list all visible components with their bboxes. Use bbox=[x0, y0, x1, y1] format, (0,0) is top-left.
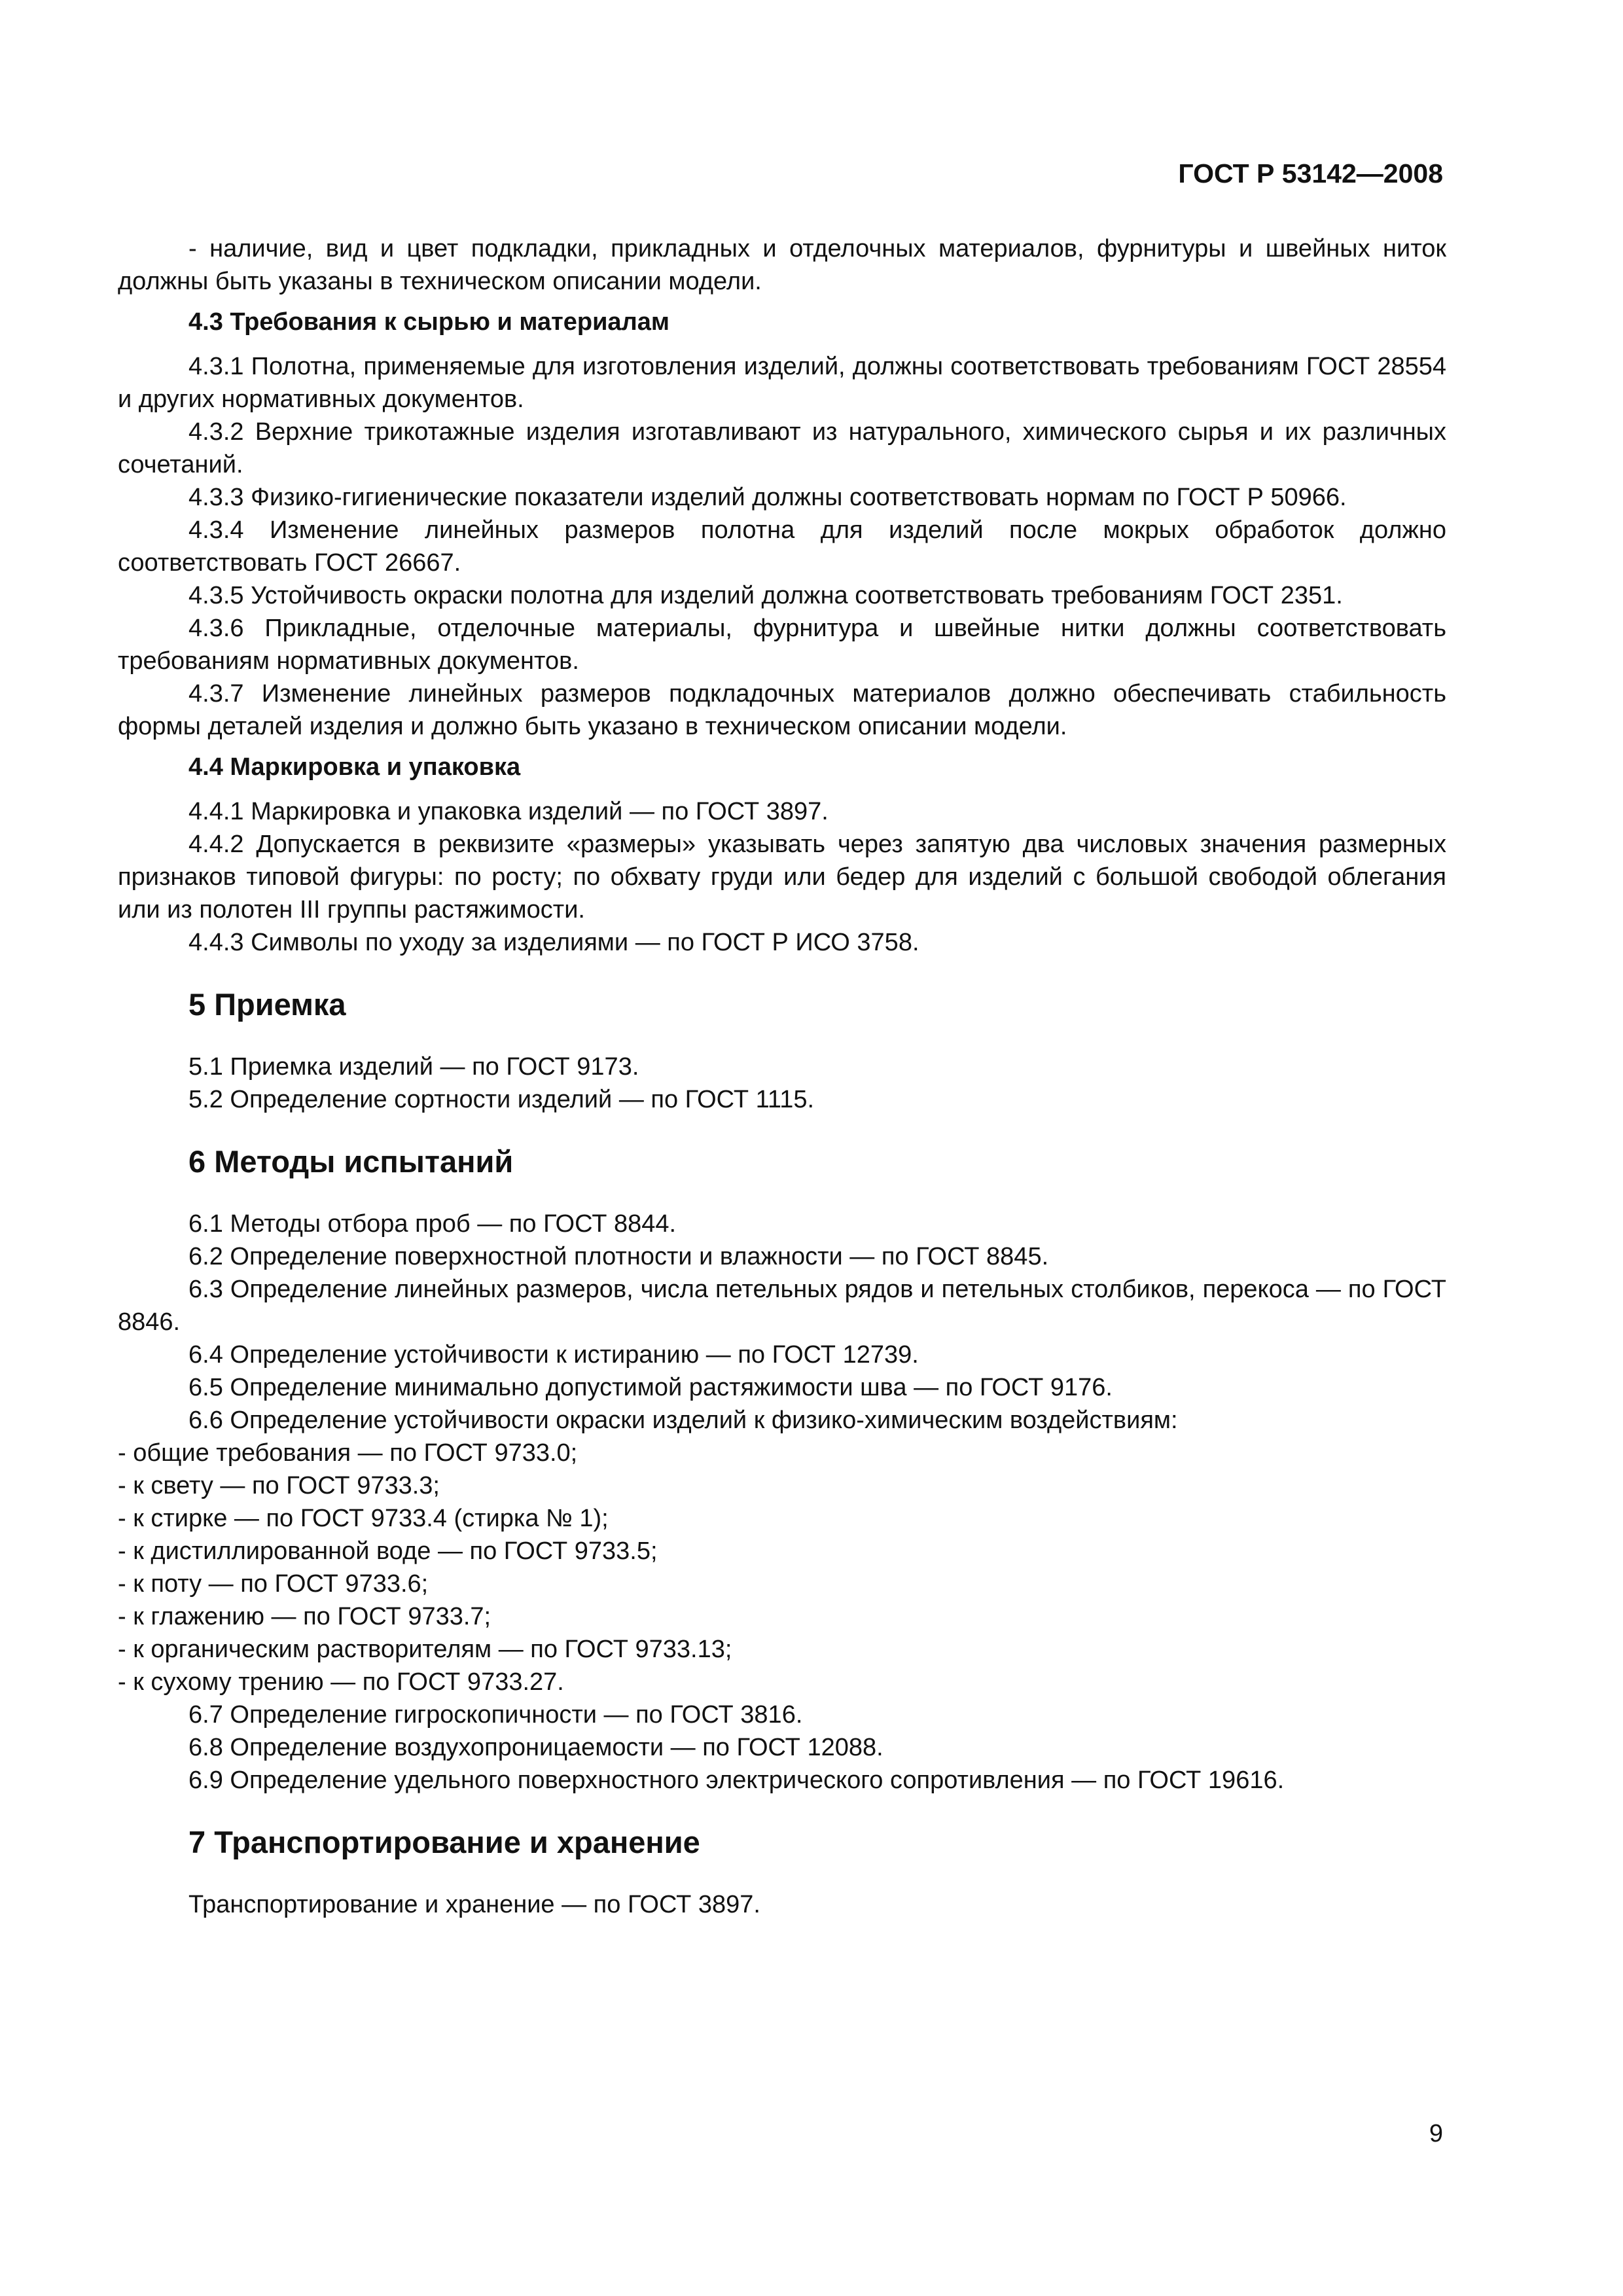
section-5-title: 5 Приемка bbox=[188, 987, 346, 1022]
clause-4-3-1: 4.3.1 Полотна, применяемые для изготовления изделий, должны соответствовать требованиям ГОСТ 28554 и других нормативных документов. bbox=[118, 353, 1446, 413]
clause-4-3-5: 4.3.5 Устойчивость окраски полотна для изделий должна соответствовать требованиям ГОСТ 2351. bbox=[188, 582, 1343, 609]
clause-4-3-7: 4.3.7 Изменение линейных размеров подкладочных материалов должно обеспечивать стабильность формы деталей изделия и должно быть указано в техническом описании модели. bbox=[118, 680, 1446, 740]
clause-4-3-6: 4.3.6 Прикладные, отделочные материалы, фурнитура и швейные нитки должны соответствовать требованиям нормативных документов. bbox=[118, 615, 1446, 675]
clause-4-4-2: 4.4.2 Допускается в реквизите «размеры» указывать через запятую два числовых значения размерных признаков типовой фигуры: по росту; по обхвату груди или бедер для изделий с большой свободой облегания или из полотен III группы растяжимости. bbox=[118, 831, 1446, 924]
clause-5-1: 5.1 Приемка изделий — по ГОСТ 9173. bbox=[188, 1053, 639, 1081]
section-7-text: Транспортирование и хранение — по ГОСТ 3897. bbox=[188, 1891, 760, 1918]
list-item: - к органическим растворителям — по ГОСТ 9733.13; bbox=[118, 1636, 732, 1663]
clause-4-3-4: 4.3.4 Изменение линейных размеров полотна для изделий после мокрых обработок должно соответствовать ГОСТ 26667. bbox=[118, 516, 1446, 577]
clause-6-3: 6.3 Определение линейных размеров, числа петельных рядов и петельных столбиков, перекоса — по ГОСТ 8846. bbox=[118, 1276, 1446, 1336]
clause-6-2: 6.2 Определение поверхностной плотности и влажности — по ГОСТ 8845. bbox=[188, 1243, 1049, 1270]
clause-4-4-1: 4.4.1 Маркировка и упаковка изделий — по ГОСТ 3897. bbox=[188, 798, 829, 825]
section-6-title: 6 Методы испытаний bbox=[188, 1144, 514, 1179]
clause-4-4-3: 4.4.3 Символы по уходу за изделиями — по ГОСТ Р ИСО 3758. bbox=[188, 929, 919, 956]
intro-paragraph: - наличие, вид и цвет подкладки, прикладных и отделочных материалов, фурнитуры и швейных ниток должны быть указаны в техническом описании модели. bbox=[118, 235, 1446, 295]
section-4-3-title: 4.3 Требования к сырью и материалам bbox=[188, 308, 669, 336]
clause-6-7: 6.7 Определение гигроскопичности — по ГОСТ 3816. bbox=[188, 1701, 803, 1729]
page-content bbox=[118, 232, 1446, 1921]
list-item: - к поту — по ГОСТ 9733.6; bbox=[118, 1570, 429, 1598]
clause-6-4: 6.4 Определение устойчивости к истиранию — по ГОСТ 12739. bbox=[188, 1341, 919, 1369]
clause-6-8: 6.8 Определение воздухопроницаемости — по ГОСТ 12088. bbox=[188, 1734, 883, 1761]
clause-5-2: 5.2 Определение сортности изделий — по ГОСТ 1115. bbox=[188, 1086, 815, 1113]
section-4-4-title: 4.4 Маркировка и упаковка bbox=[188, 753, 521, 781]
section-7-title: 7 Транспортирование и хранение bbox=[188, 1825, 700, 1859]
clause-6-1: 6.1 Методы отбора проб — по ГОСТ 8844. bbox=[188, 1210, 677, 1238]
document-code: ГОСТ Р 53142—2008 bbox=[1178, 158, 1443, 188]
list-item: - к дистиллированной воде — по ГОСТ 9733.5; bbox=[118, 1537, 658, 1565]
list-item: - к стирке — по ГОСТ 9733.4 (стирка № 1); bbox=[118, 1505, 609, 1532]
clause-4-3-2: 4.3.2 Верхние трикотажные изделия изготавливают из натурального, химического сырья и их различных сочетаний. bbox=[118, 418, 1446, 478]
list-item: - к глажению — по ГОСТ 9733.7; bbox=[118, 1603, 491, 1630]
clause-6-9: 6.9 Определение удельного поверхностного электрического сопротивления — по ГОСТ 19616. bbox=[188, 1767, 1285, 1794]
list-item: - к свету — по ГОСТ 9733.3; bbox=[118, 1472, 440, 1499]
list-item: - общие требования — по ГОСТ 9733.0; bbox=[118, 1439, 578, 1467]
clause-6-5: 6.5 Определение минимально допустимой растяжимости шва — по ГОСТ 9176. bbox=[188, 1374, 1113, 1401]
list-item: - к сухому трению — по ГОСТ 9733.27. bbox=[118, 1668, 564, 1696]
clause-6-6: 6.6 Определение устойчивости окраски изделий к физико-химическим воздействиям: bbox=[188, 1407, 1178, 1434]
page-number: 9 bbox=[1429, 2120, 1443, 2147]
clause-4-3-3: 4.3.3 Физико-гигиенические показатели изделий должны соответствовать нормам по ГОСТ Р 50966. bbox=[188, 484, 1347, 511]
